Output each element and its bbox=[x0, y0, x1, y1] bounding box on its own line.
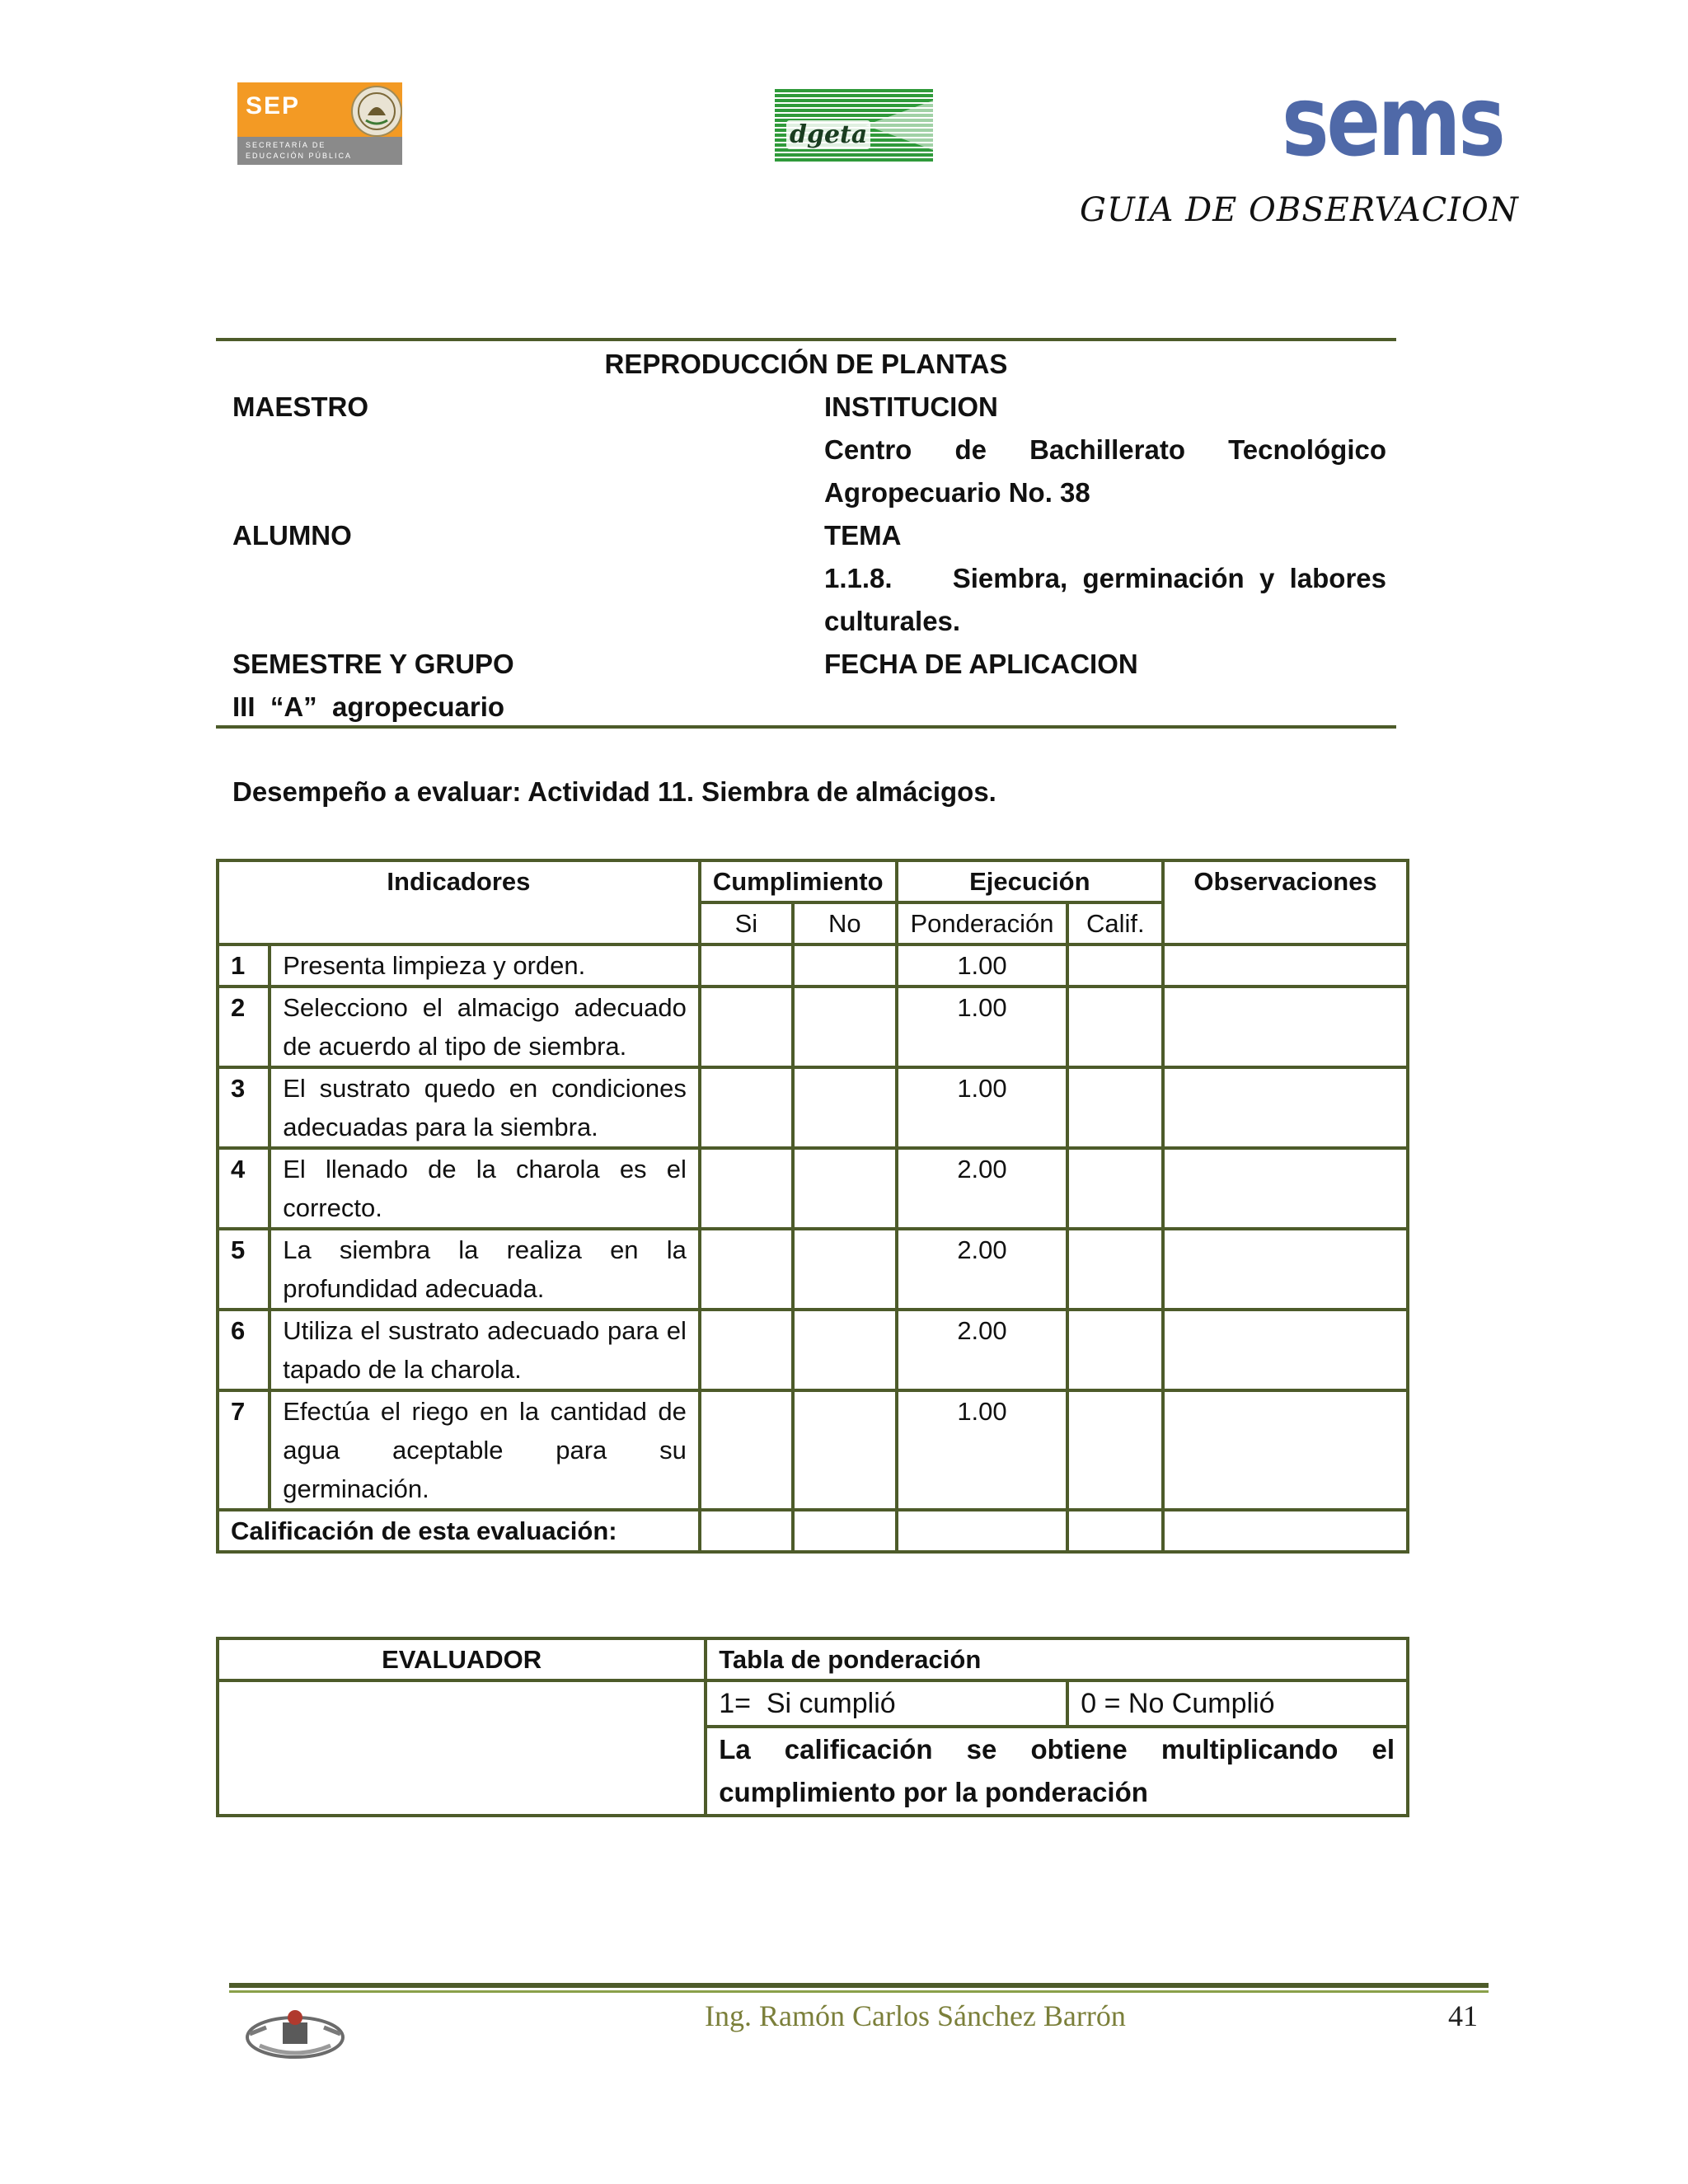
row-number: 7 bbox=[218, 1390, 270, 1510]
table-row bbox=[218, 944, 1408, 987]
row-no-cell[interactable] bbox=[793, 944, 897, 987]
table-row bbox=[218, 1390, 1408, 1510]
info-title: REPRODUCCIÓN DE PLANTAS bbox=[604, 349, 1008, 379]
school-emblem-graphic bbox=[241, 2003, 349, 2069]
row-calif-cell[interactable] bbox=[1067, 987, 1163, 1067]
header-cumplimiento: Cumplimiento bbox=[700, 860, 897, 902]
ponderacion-values-row bbox=[218, 1680, 1408, 1727]
sep-logo-subtitle-2: EDUCACIÓN PÚBLICA bbox=[246, 152, 353, 160]
row-si-cell[interactable] bbox=[700, 1229, 793, 1310]
tema-value-line-1: 1.1.8. Siembra, germinación y labores bbox=[824, 563, 1386, 593]
row-indicador bbox=[270, 1229, 700, 1310]
school-emblem-icon bbox=[241, 2003, 349, 2069]
info-top-rule bbox=[216, 338, 1396, 341]
mexico-seal-graphic bbox=[353, 87, 401, 135]
evaluation-table bbox=[216, 859, 1409, 1554]
header-ejecucion: Ejecución bbox=[897, 860, 1164, 902]
table-row bbox=[218, 1310, 1408, 1390]
total-calif-cell[interactable] bbox=[1067, 1510, 1163, 1552]
desempeno-text: Desempeño a evaluar: Actividad 11. Siembra de almácigos. bbox=[232, 776, 996, 807]
row-no-cell[interactable] bbox=[793, 1310, 897, 1390]
page-number: 41 bbox=[1448, 1999, 1478, 2032]
institucion-value-line-1: Centro de Bachillerato Tecnológico bbox=[824, 434, 1386, 465]
header-ponderacion: Ponderación bbox=[897, 902, 1068, 944]
row-indicador bbox=[270, 1310, 700, 1390]
row-ponderacion: 1.00 bbox=[897, 987, 1068, 1067]
row-indicador: Presenta limpieza y orden. bbox=[270, 944, 700, 987]
row-indicador-text: La siembra la realiza en la profundidad adecuada. bbox=[283, 1235, 687, 1303]
total-observaciones-cell[interactable] bbox=[1163, 1510, 1408, 1552]
row-number: 6 bbox=[218, 1310, 270, 1390]
evaluador-header-row bbox=[218, 1638, 1408, 1680]
row-ponderacion: 2.00 bbox=[897, 1229, 1068, 1310]
si-cumplio-text: 1= Si cumplió bbox=[706, 1680, 1067, 1727]
maestro-label: MAESTRO bbox=[232, 391, 368, 422]
row-observaciones-cell[interactable] bbox=[1163, 944, 1408, 987]
row-calif-cell[interactable] bbox=[1067, 1067, 1163, 1148]
row-number: 5 bbox=[218, 1229, 270, 1310]
row-observaciones-cell[interactable] bbox=[1163, 1067, 1408, 1148]
row-no-cell[interactable] bbox=[793, 1067, 897, 1148]
nota-text: La calificación se obtiene multiplicando el cumplimiento por la ponderación bbox=[706, 1727, 1408, 1816]
row-number: 4 bbox=[218, 1148, 270, 1229]
total-si-cell[interactable] bbox=[700, 1510, 793, 1552]
row-si-cell[interactable] bbox=[700, 944, 793, 987]
row-observaciones-cell[interactable] bbox=[1163, 1310, 1408, 1390]
row-calif-cell[interactable] bbox=[1067, 1390, 1163, 1510]
row-observaciones-cell[interactable] bbox=[1163, 1390, 1408, 1510]
info-bottom-rule bbox=[216, 725, 1396, 729]
header-si: Si bbox=[700, 902, 793, 944]
tabla-ponderacion-label: Tabla de ponderación bbox=[706, 1638, 1408, 1680]
row-number: 1 bbox=[218, 944, 270, 987]
header-no: No bbox=[793, 902, 897, 944]
alumno-label: ALUMNO bbox=[232, 520, 352, 551]
row-calif-cell[interactable] bbox=[1067, 944, 1163, 987]
total-no-cell[interactable] bbox=[793, 1510, 897, 1552]
evaluador-label: EVALUADOR bbox=[218, 1638, 706, 1680]
institucion-value-line-2: Agropecuario No. 38 bbox=[824, 477, 1090, 508]
row-observaciones-cell[interactable] bbox=[1163, 1148, 1408, 1229]
table-row bbox=[218, 1148, 1408, 1229]
header-observaciones: Observaciones bbox=[1163, 860, 1408, 944]
row-indicador bbox=[270, 1148, 700, 1229]
table-row bbox=[218, 987, 1408, 1067]
row-si-cell[interactable] bbox=[700, 1148, 793, 1229]
row-indicador bbox=[270, 1067, 700, 1148]
row-si-cell[interactable] bbox=[700, 987, 793, 1067]
header-calif: Calif. bbox=[1067, 902, 1163, 944]
row-no-cell[interactable] bbox=[793, 987, 897, 1067]
semestre-value: III “A” agropecuario bbox=[232, 691, 505, 722]
table-header-row bbox=[218, 860, 1408, 902]
footer-rule-thin bbox=[229, 1990, 1489, 1993]
institucion-label: INSTITUCION bbox=[824, 391, 998, 422]
total-ponderacion-cell[interactable] bbox=[897, 1510, 1068, 1552]
row-si-cell[interactable] bbox=[700, 1390, 793, 1510]
table-row bbox=[218, 1229, 1408, 1310]
row-ponderacion: 1.00 bbox=[897, 1390, 1068, 1510]
sep-logo-top bbox=[237, 82, 402, 137]
table-row bbox=[218, 1067, 1408, 1148]
sep-logo bbox=[237, 82, 402, 165]
row-indicador-text: El sustrato quedo en condiciones adecuadas para la siembra. bbox=[283, 1074, 687, 1141]
row-calif-cell[interactable] bbox=[1067, 1310, 1163, 1390]
evaluador-table bbox=[216, 1637, 1409, 1817]
row-no-cell[interactable] bbox=[793, 1390, 897, 1510]
footer-rule bbox=[229, 1983, 1489, 1988]
row-indicador-text: Utiliza el sustrato adecuado para el tapado de la charola. bbox=[283, 1316, 687, 1384]
row-no-cell[interactable] bbox=[793, 1148, 897, 1229]
row-si-cell[interactable] bbox=[700, 1310, 793, 1390]
tema-value-line-2: culturales. bbox=[824, 606, 961, 636]
semestre-label: SEMESTRE Y GRUPO bbox=[232, 649, 514, 679]
row-si-cell[interactable] bbox=[700, 1067, 793, 1148]
sep-logo-subtitle-1: SECRETARÍA DE bbox=[246, 141, 326, 149]
row-indicador-text: Efectúa el riego en la cantidad de agua aceptable para su germinación. bbox=[283, 1397, 687, 1503]
no-cumplio-text: 0 = No Cumplió bbox=[1067, 1680, 1408, 1727]
row-calif-cell[interactable] bbox=[1067, 1148, 1163, 1229]
row-calif-cell[interactable] bbox=[1067, 1229, 1163, 1310]
evaluador-signature-cell[interactable] bbox=[218, 1680, 706, 1816]
row-ponderacion: 2.00 bbox=[897, 1148, 1068, 1229]
tema-label: TEMA bbox=[824, 520, 902, 551]
sep-logo-bottom bbox=[237, 137, 402, 165]
row-indicador bbox=[270, 987, 700, 1067]
sems-logo: sems bbox=[1282, 64, 1503, 178]
fecha-label: FECHA DE APLICACION bbox=[824, 649, 1138, 679]
row-indicador bbox=[270, 1390, 700, 1510]
row-indicador-text: El llenado de la charola es el correcto. bbox=[283, 1155, 687, 1222]
footer-author: Ing. Ramón Carlos Sánchez Barrón bbox=[705, 1999, 1126, 2032]
mexico-seal-icon bbox=[351, 86, 402, 137]
row-observaciones-cell[interactable] bbox=[1163, 987, 1408, 1067]
document-heading: GUIA DE OBSERVACION bbox=[1080, 191, 1519, 229]
dgeta-logo-text: dgeta bbox=[786, 120, 870, 149]
row-ponderacion: 1.00 bbox=[897, 1067, 1068, 1148]
row-observaciones-cell[interactable] bbox=[1163, 1229, 1408, 1310]
row-number: 3 bbox=[218, 1067, 270, 1148]
row-ponderacion: 1.00 bbox=[897, 944, 1068, 987]
row-no-cell[interactable] bbox=[793, 1229, 897, 1310]
dgeta-logo bbox=[775, 89, 933, 162]
header-indicadores: Indicadores bbox=[218, 860, 700, 944]
row-number: 2 bbox=[218, 987, 270, 1067]
table-total-row bbox=[218, 1510, 1408, 1552]
sep-logo-text: SEP bbox=[246, 92, 301, 120]
calificacion-label: Calificación de esta evaluación: bbox=[218, 1510, 700, 1552]
row-ponderacion: 2.00 bbox=[897, 1310, 1068, 1390]
row-indicador-text: Selecciono el almacigo adecuado de acuerdo al tipo de siembra. bbox=[283, 993, 687, 1061]
